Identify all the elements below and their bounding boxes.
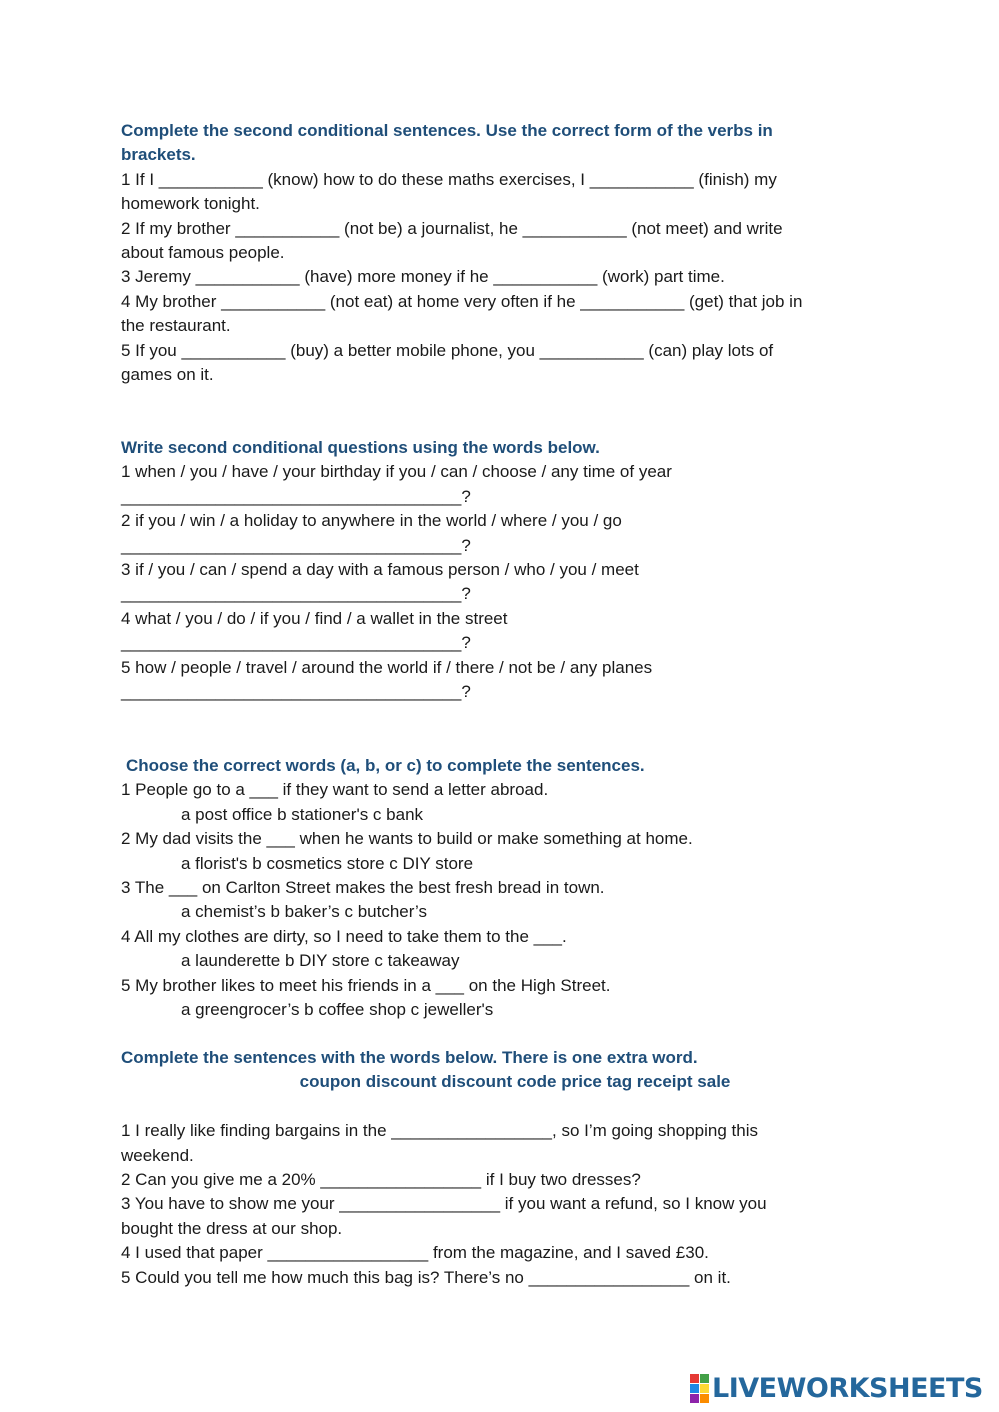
logo-block	[700, 1384, 709, 1393]
options-line: a launderette b DIY store c takeaway	[181, 951, 460, 971]
answer-blank: ____________________________________?	[121, 584, 471, 604]
exercise-line: 3 Jeremy ___________ (have) more money if he ___________ (work) part time.	[121, 267, 725, 287]
exercise-line: bought the dress at our shop.	[121, 1218, 343, 1238]
prompt-line: 2 if you / win / a holiday to anywhere in the world / where / you / go	[121, 511, 622, 531]
section-heading: Choose the correct words (a, b, or c) to complete the sentences.	[126, 756, 645, 775]
exercise-line: 1 I really like finding bargains in the _________________, so I’m going shopping this	[121, 1121, 759, 1141]
question-line: 5 My brother likes to meet his friends in a ___ on the High Street.	[121, 975, 611, 995]
logo-block	[700, 1394, 709, 1403]
exercise-line: 3 You have to show me your _________________ if you want a refund, so I know you	[121, 1194, 767, 1214]
exercise-line: 2 Can you give me a 20% _________________ if I buy two dresses?	[121, 1170, 641, 1190]
prompt-line: 5 how / people / travel / around the world if / there / not be / any planes	[121, 657, 653, 677]
exercise-line: games on it.	[121, 365, 214, 385]
answer-blank: ____________________________________?	[121, 486, 471, 506]
prompt-line: 3 if / you / can / spend a day with a famous person / who / you / meet	[121, 560, 639, 580]
question-line: 1 People go to a ___ if they want to send a letter abroad.	[121, 780, 549, 800]
word-bank: coupon discount discount code price tag receipt sale	[299, 1072, 731, 1092]
options-line: a greengrocer’s b coffee shop c jeweller's	[181, 1000, 494, 1020]
logo-block	[690, 1394, 699, 1403]
logo-blocks-icon	[690, 1374, 709, 1403]
section-heading: Write second conditional questions using the words below.	[121, 438, 600, 457]
question-line: 2 My dad visits the ___ when he wants to build or make something at home.	[121, 829, 693, 849]
logo-block	[690, 1374, 699, 1383]
exercise-line: 2 If my brother ___________ (not be) a journalist, he ___________ (not meet) and write	[121, 218, 783, 238]
exercise-line: about famous people.	[121, 243, 285, 263]
prompt-line: 4 what / you / do / if you / find / a wallet in the street	[121, 608, 508, 628]
exercise-line: 5 If you ___________ (buy) a better mobile phone, you ___________ (can) play lots of	[121, 340, 774, 360]
answer-blank: ____________________________________?	[121, 682, 471, 702]
options-line: a chemist’s b baker’s c butcher’s	[181, 902, 427, 922]
exercise-line: the restaurant.	[121, 316, 231, 336]
section-multiple-choice	[121, 754, 886, 1022]
prompt-line: 1 when / you / have / your birthday if you / can / choose / any time of year	[121, 462, 672, 482]
liveworksheets-logo[interactable]	[690, 1372, 983, 1404]
logo-text: LIVEWORKSHEETS	[712, 1372, 983, 1404]
logo-block	[700, 1374, 709, 1383]
options-line: a florist's b cosmetics store c DIY store	[181, 853, 474, 873]
exercise-line: weekend.	[121, 1145, 194, 1165]
question-line: 3 The ___ on Carlton Street makes the best fresh bread in town.	[121, 878, 605, 898]
section-word-bank	[121, 1046, 881, 1290]
section-conditional-questions	[121, 436, 881, 704]
answer-blank: ____________________________________?	[121, 633, 471, 653]
options-line: a post office b stationer's c bank	[181, 804, 424, 824]
section-heading: Complete the second conditional sentences. Use the correct form of the verbs in	[121, 121, 773, 140]
logo-block	[690, 1384, 699, 1393]
exercise-line: 4 I used that paper _________________ from the magazine, and I saved £30.	[121, 1243, 709, 1263]
exercise-line: 1 If I ___________ (know) how to do these maths exercises, I ___________ (finish) my	[121, 169, 777, 189]
section-second-conditional	[121, 119, 881, 387]
exercise-line: 5 Could you tell me how much this bag is? There’s no _________________ on it.	[121, 1267, 731, 1287]
question-line: 4 All my clothes are dirty, so I need to take them to the ___.	[121, 926, 567, 946]
exercise-line: homework tonight.	[121, 194, 260, 214]
answer-blank: ____________________________________?	[121, 535, 471, 555]
section-heading: Complete the sentences with the words below. There is one extra word.	[121, 1048, 698, 1067]
section-heading-cont: brackets.	[121, 145, 196, 165]
exercise-line: 4 My brother ___________ (not eat) at home very often if he ___________ (get) that job in	[121, 291, 803, 311]
